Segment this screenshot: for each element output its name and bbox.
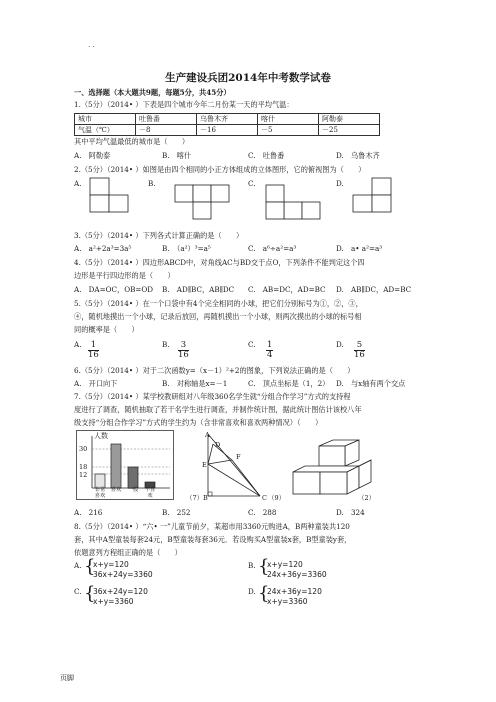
brace-c: { bbox=[84, 583, 96, 604]
table-cell: 气温（℃） bbox=[75, 125, 136, 136]
q5-fraction-b bbox=[178, 341, 189, 360]
brace-d: { bbox=[258, 583, 270, 604]
bar-very-like bbox=[95, 474, 105, 488]
q5-label-d: D. bbox=[336, 340, 344, 349]
q6-option-d: D. 与x轴有两个交点 bbox=[336, 379, 406, 388]
table-cell: 阿勒泰 bbox=[319, 114, 380, 125]
q3-option-c: C. a⁶÷a²=a³ bbox=[248, 244, 297, 253]
q4-option-c: C. AB=DC，AD=BC bbox=[248, 285, 326, 294]
q2-label-c: C. bbox=[248, 179, 256, 188]
q1-option-d: D. 乌鲁木齐 bbox=[336, 151, 380, 160]
vertex-c: C bbox=[262, 494, 267, 502]
q6-option-c: C. 顶点坐标是（1，2） bbox=[248, 379, 330, 388]
ytick-12: 12 bbox=[79, 471, 88, 479]
xtick-line: 欢 bbox=[147, 492, 153, 499]
q1-question: 其中平均气温最低的城市是（ ） bbox=[74, 137, 190, 146]
q3-stem: 3.（5分）（2014• ）下列各式计算正确的是（ ） bbox=[74, 231, 244, 240]
q2-label-a: A. bbox=[74, 179, 82, 188]
figure-label-9: （9） bbox=[268, 494, 286, 502]
table-row bbox=[75, 125, 380, 136]
equation: 36x+24y=3360 bbox=[93, 570, 153, 579]
q8-label-b: B. bbox=[248, 561, 256, 570]
q5-stem-line1: 5.（5分）（2014• ）在一个口袋中有4个完全相同的小球，把它们分别标号为①，②，③， bbox=[74, 299, 363, 308]
header-dots: . . bbox=[88, 41, 95, 49]
page-footer: 页脚 bbox=[60, 674, 74, 682]
q1-option-c: C. 吐鲁番 bbox=[248, 151, 285, 160]
q6-option-b: B. 对称轴是x=－1 bbox=[162, 379, 228, 388]
q2-label-b: B. bbox=[148, 179, 156, 188]
vertex-f: F bbox=[236, 453, 241, 461]
xtick-line: 喜欢 bbox=[94, 492, 106, 499]
xtick-like bbox=[109, 488, 123, 494]
bar-chart-svg bbox=[76, 430, 174, 500]
q7-stem-line2: 度进行了调查，随机抽取了若干名学生进行调查，并制作统计图，据此统计图估计该校八年 bbox=[74, 405, 362, 414]
equation: 24x+36y=3360 bbox=[267, 570, 327, 579]
q6-option-a: A. 开口向下 bbox=[74, 379, 118, 388]
q5-label-c: C. bbox=[248, 340, 256, 349]
denominator: 4 bbox=[267, 350, 273, 360]
table-header-row bbox=[75, 114, 380, 125]
q7-triangle-figure bbox=[196, 430, 272, 502]
q7-bar-chart bbox=[76, 430, 174, 500]
table-cell: 乌鲁木齐 bbox=[197, 114, 258, 125]
q8-system-c bbox=[93, 587, 148, 607]
q1-stem: 1.（5分）（2014• ）下表是四个城市今年二月份某一天的平均气温： bbox=[74, 100, 294, 109]
q7-stem-line3: 级支持“分组合作学习”方式的学生约为（含非常喜欢和喜欢两种情况）（ ） bbox=[74, 418, 323, 427]
q2-figure-a bbox=[88, 176, 130, 216]
denominator: 16 bbox=[88, 350, 99, 360]
bar-neutral bbox=[128, 467, 138, 488]
chart-frame bbox=[77, 431, 174, 500]
q2-label-d: D. bbox=[336, 179, 344, 188]
q8-label-d: D. bbox=[248, 587, 256, 596]
q4-option-a: A. DA=OC，OB=OD bbox=[74, 285, 154, 294]
equation: x+y=3360 bbox=[267, 597, 308, 606]
bar-like bbox=[111, 444, 121, 488]
numerator: 5 bbox=[354, 341, 365, 351]
q1-option-a: A. 阿勒泰 bbox=[74, 151, 111, 160]
table-cell: 城市 bbox=[75, 114, 136, 125]
vertex-e: E bbox=[202, 461, 207, 469]
q8-label-a: A. bbox=[74, 561, 82, 570]
numerator: 1 bbox=[88, 341, 99, 351]
ytick-30: 30 bbox=[79, 445, 88, 453]
q5-label-a: A. bbox=[74, 340, 82, 349]
equation: 24x+36y=120 bbox=[267, 587, 322, 596]
q4-option-d: D. AB∥DC，AD=BC bbox=[336, 285, 412, 294]
xtick-line: 一般 bbox=[127, 487, 139, 493]
q7-option-c: C. 288 bbox=[248, 508, 277, 517]
ytick-18: 18 bbox=[79, 463, 88, 471]
denominator: 16 bbox=[178, 350, 189, 360]
numerator: 3 bbox=[178, 341, 189, 351]
q2-stem: 2.（5分）（2014• ）如图是由四个相同的小正方体组成的立体图形，它的俯视图为（ ） bbox=[74, 165, 366, 174]
vertex-d: D bbox=[215, 441, 221, 449]
brace-b: { bbox=[258, 556, 270, 577]
equation: 36x+24y=120 bbox=[93, 587, 148, 596]
q3-option-a: A. a²+2a³=3a⁵ bbox=[74, 244, 132, 253]
q2-figure-c bbox=[264, 183, 324, 223]
xtick-line: 喜欢 bbox=[110, 487, 122, 493]
q8-stem-line2: 套，其中A型童装每套24元，B型童装每套36元．若设购买A型童装x套，B型童装y套， bbox=[74, 535, 352, 544]
xtick-line: 不喜 bbox=[144, 487, 156, 493]
q7-option-d: D. 324 bbox=[336, 508, 365, 517]
xtick-line: 非常 bbox=[94, 487, 106, 493]
q8-stem-line1: 8.（5分）（2014• ）“六• 一”儿童节前夕，某超市用3360元购进A，B两种童装共120 bbox=[74, 522, 350, 531]
figure-label-7: （7） bbox=[186, 494, 204, 502]
temperature-table bbox=[74, 113, 380, 136]
xtick-dislike bbox=[143, 488, 157, 499]
vertex-b: B bbox=[203, 494, 208, 502]
table-cell: －16 bbox=[197, 125, 258, 136]
q8-system-d bbox=[267, 587, 322, 607]
xtick-very-like bbox=[93, 488, 107, 499]
q8-system-a bbox=[93, 560, 153, 580]
equation: x+y=120 bbox=[267, 560, 303, 569]
brace-a: { bbox=[84, 556, 96, 577]
q4-option-b: B. AD∥BC，AB∥DC bbox=[162, 285, 235, 294]
q5-fraction-d bbox=[354, 341, 365, 360]
q7-stem-line1: 7.（5分）（2014• ）某学校教研组对八年级360名学生就“分组合作学习”方式的支持程 bbox=[74, 392, 351, 401]
table-cell: －8 bbox=[136, 125, 197, 136]
q5-fraction-a bbox=[88, 341, 99, 360]
q2-figure-d bbox=[351, 176, 393, 216]
q6-stem: 6.（5分）（2014• ）对于二次函数y=（x－1）²+2的图象，下列说法正确的是（ ） bbox=[74, 366, 355, 375]
q5-label-b: B. bbox=[162, 340, 170, 349]
figure-label-2: （2） bbox=[358, 494, 376, 502]
denominator: 16 bbox=[354, 350, 365, 360]
table-cell: 喀什 bbox=[258, 114, 319, 125]
xtick-neutral bbox=[126, 488, 140, 494]
equation: x+y=3360 bbox=[93, 597, 134, 606]
q1-option-b: B. 喀什 bbox=[162, 151, 192, 160]
table-cell: －5 bbox=[258, 125, 319, 136]
section-heading: 一、选择题（本大题共9题，每题5分，共45分） bbox=[74, 88, 231, 97]
page-title: 生产建设兵团2014年中考数学试卷 bbox=[165, 72, 331, 84]
table-cell: －25 bbox=[319, 125, 380, 136]
q5-fraction-c bbox=[266, 341, 273, 360]
q4-stem-line2: 边形是平行四边形的是（ ） bbox=[74, 271, 175, 280]
q7-cubes-figure bbox=[285, 438, 385, 498]
q7-option-b: B. 252 bbox=[162, 508, 191, 517]
equation: x+y=120 bbox=[93, 560, 129, 569]
vertex-a: A bbox=[205, 431, 210, 439]
q8-system-b bbox=[267, 560, 327, 580]
table-cell: 吐鲁番 bbox=[136, 114, 197, 125]
q3-option-b: B. （a²）³=a⁵ bbox=[162, 244, 211, 253]
q8-stem-line3: 依题意列方程组正确的是（ ） bbox=[74, 548, 182, 557]
numerator: 1 bbox=[267, 340, 273, 350]
q5-stem-line2: ④，随机地摸出一个小球，记录后放回，再随机摸出一个小球，则两次摸出的小球的标号相 bbox=[74, 312, 362, 321]
q7-option-a: A. 216 bbox=[74, 508, 103, 517]
q4-stem-line1: 4.（5分）（2014• ）四边形ABCD中，对角线AC与BD交于点O，下列条件不能判定这个四 bbox=[74, 258, 365, 267]
q8-label-c: C. bbox=[74, 587, 82, 596]
chart-ylabel: 人数 bbox=[94, 432, 108, 440]
q3-option-d: D. a• a²=a³ bbox=[336, 244, 383, 253]
q2-figure-b bbox=[173, 183, 233, 223]
q5-stem-line3: 同的概率是（ ） bbox=[74, 325, 139, 334]
